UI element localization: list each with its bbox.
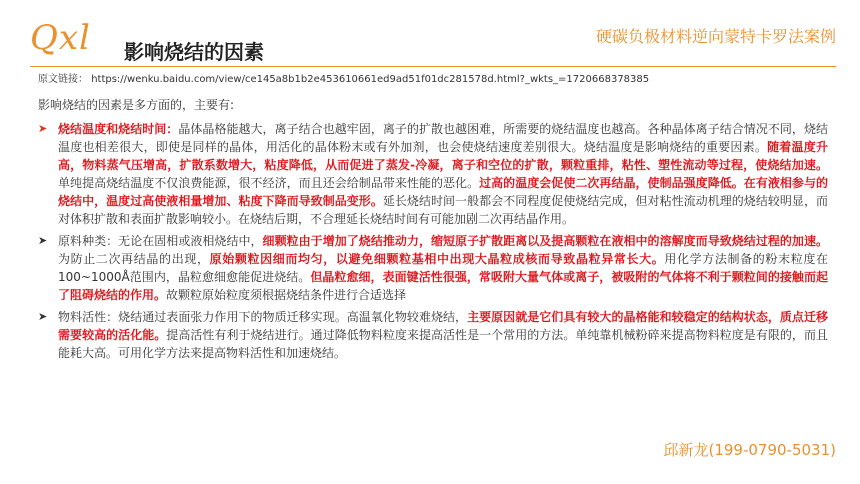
item-segment: 物料活性：烧结通过表面张力作用下的物质迁移实现。高温氧化物较难烧结，	[58, 310, 468, 324]
intro-text: 影响烧结的因素是多方面的，主要有:	[38, 98, 235, 112]
contact-info: 邱新龙(199-0790-5031)	[663, 441, 836, 459]
source-line	[38, 70, 649, 85]
item-segment: 但晶粒愈细，表面键活性很强，常吸附大量气体或离子，被吸附的气体将不利于颗粒间的接触而起了阻碍烧结的作用。	[58, 270, 828, 302]
item-segment: 提高活性有利于烧结进行。通过降低物料粒度来提高活性是一个常用的方法。单纯靠机械粉碎来提高物料粒度是有限的，而且能耗大高。可用化学方法来提高物料活性和加速烧结。	[58, 328, 828, 360]
source-url[interactable]: https://wenku.baidu.com/view/ce145a8b1b2e453610661ed9ad51f01dc281578d.html?_wkts_=1720668378385	[91, 74, 650, 85]
item-segment: 故颗粒原始粒度须根据烧结条件进行合适选择	[166, 288, 407, 302]
item-segment: 随着温度升高，物料蒸气压增高，扩散系数增大，粘度降低，从而促进了蒸发-冷凝，离子和空位的扩散，颗粒重排，粘性、塑性流动等过程，使烧结加速。	[58, 140, 828, 172]
item-segment: 原始颗粒因细而均匀，以避免细颗粒基相中出现大晶粒成核而导致晶粒异常长大。	[209, 252, 665, 266]
item-segment: 烧结温度和烧结时间：	[58, 122, 179, 136]
item-segment: 用化学方法制备的粉末粒度在100~1000Å范围内，晶粒愈细愈能促进烧结。	[58, 252, 828, 284]
item-segment: 晶体晶格能越大，离子结合也越牢固，离子的扩散也越困难，所需要的烧结温度也越高。各种晶体离子结合情况不同，烧结温度也相差很大，即使是同样的晶体，用活化的晶体粉末或有外加剂，也会使烧结速度差别很大。烧结温度是影响烧结的重要因素。	[58, 122, 828, 154]
item-segment: 过高的温度会促使二次再结晶，使制品强度降低。在有液相参与的烧结中，温度过高使液相量增加、粘度下降而导致制品变形。	[58, 176, 828, 208]
item-segment: 单纯提高烧结温度不仅浪费能源，很不经济，而且还会给制品带来性能的恶化。	[58, 176, 480, 190]
item-segment: 主要原因就是它们具有较大的晶格能和较稳定的结构状态，质点迁移需要较高的活化能。	[58, 310, 828, 342]
main-content	[38, 96, 828, 366]
header-divider	[30, 66, 836, 67]
item-segment: 为防止二次再结晶的出现，	[58, 252, 210, 266]
list-item-activity	[38, 308, 828, 362]
list-item-raw-material	[38, 232, 828, 304]
list-item-temperature	[38, 120, 828, 228]
page-title: 影响烧结的因素	[124, 40, 264, 64]
arrow-bullet-icon: ➤	[38, 310, 48, 323]
item-segment: 细颗粒由于增加了烧结推动力，缩短原子扩散距离以及提高颗粒在液相中的溶解度而导致烧结过程的加速。	[262, 234, 828, 248]
item-segment: 延长烧结时间一般都会不同程度促使烧结完成，但对粘性流动机理的烧结较明显，而对体积扩散和表面扩散影响较小。在烧结后期，不合理延长烧结时间有可能加剧二次再结晶作用。	[58, 194, 828, 226]
arrow-bullet-icon: ➤	[38, 122, 48, 135]
arrow-bullet-icon: ➤	[38, 234, 48, 247]
header-subject: 硬碳负极材料逆向蒙特卡罗法案例	[595, 27, 836, 46]
source-label: 原文链接：	[38, 74, 88, 85]
item-segment: 原料种类：无论在固相或液相烧结中，	[58, 234, 263, 248]
brand-logo: Qxl	[30, 18, 91, 58]
